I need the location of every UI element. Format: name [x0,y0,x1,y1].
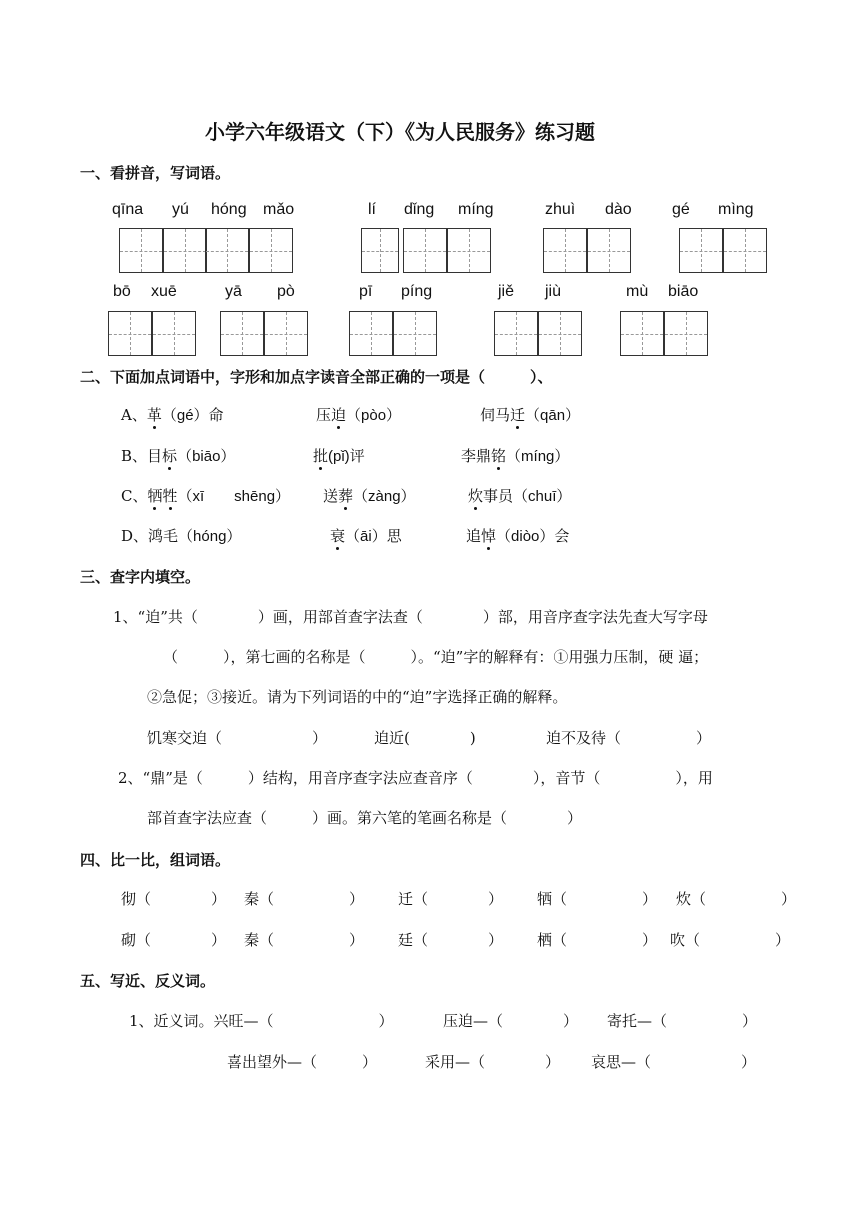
option-b-word-2 [313,445,365,466]
pinyin: mǎo [263,201,295,218]
word-text: 伺马 [480,406,511,424]
word-text: 事员 [483,487,514,505]
dotted-char: 革 [146,406,162,424]
option-a-word-2 [316,404,401,425]
pinyin: pò [277,283,295,300]
answer-blank[interactable]: 迫不及待（ ） [546,729,712,747]
section-4-heading: 四、比一比，组词语。 [80,851,231,869]
writing-box[interactable] [220,311,264,356]
page-title: 小学六年级语文（下）《为人民服务》练习题 [205,120,595,144]
question-text: （ ），第七画的名称是（ ）。“迫”字的解释有：①用强力压制，硬 逼； [163,648,709,666]
section-5-heading: 五、写近、反义词。 [80,972,216,990]
option-d-word-3 [466,525,569,546]
pinyin: （diòo） [496,528,555,545]
answer-blank[interactable]: 迫近( ) [374,729,476,747]
dotted-char: 批 [313,447,329,465]
word-text: 李鼎 [461,447,492,465]
writing-box[interactable] [393,311,437,356]
writing-box[interactable] [494,311,538,356]
compare-item[interactable]: 廷（ ） [398,931,504,949]
pinyin: míng [458,201,494,218]
pinyin: gé [672,201,690,218]
writing-box[interactable] [538,311,582,356]
answer-blank[interactable]: 饥寒交迫（ ） [147,729,328,747]
pinyin: yú [172,201,189,218]
writing-box[interactable] [249,228,293,273]
compare-item[interactable]: 牺（ ） [537,890,658,908]
answer-blank[interactable]: 喜出望外—（ ） [227,1053,378,1071]
writing-box[interactable] [664,311,708,356]
pinyin: （pòo） [346,407,402,424]
compare-item[interactable]: 栖（ ） [537,931,658,949]
option-label: A、 [121,406,147,424]
pinyin: xuē [151,283,177,300]
option-d-word-2 [330,525,402,546]
word-text: 追 [466,527,482,545]
writing-box[interactable] [264,311,308,356]
option-b[interactable] [121,445,235,466]
writing-box[interactable] [152,311,196,356]
compare-item[interactable]: 迁（ ） [398,890,504,908]
pinyin: píng [401,283,433,300]
dotted-char: 炊 [468,487,484,505]
word-text: 压 [316,406,332,424]
writing-box[interactable] [119,228,163,273]
writing-box[interactable] [205,228,249,273]
writing-box[interactable] [587,228,631,273]
pinyin: mìng [718,201,754,218]
answer-blank[interactable]: 寄托—（ ） [607,1012,758,1030]
pinyin: （gé） [161,407,209,424]
word-text: 目 [147,447,163,465]
pinyin: (pǐ) [328,448,350,465]
answer-blank[interactable]: 采用—（ ） [425,1053,561,1071]
pinyin: （biāo） [177,448,236,465]
writing-box[interactable] [620,311,664,356]
option-c-word-2 [323,485,416,506]
pinyin: pī [359,283,373,300]
compare-item[interactable]: 秦（ ） [244,890,365,908]
word-text: 鸿毛 [148,527,179,545]
pinyin: （chuī） [513,488,572,505]
section-2-heading: 二、下面加点词语中，字形和加点字读音全部正确的一项是（ ）、 [80,368,553,386]
writing-box[interactable] [543,228,587,273]
writing-box[interactable] [163,228,207,273]
compare-item[interactable]: 秦（ ） [244,931,365,949]
pinyin: （hóng） [178,528,242,545]
option-label: B、 [121,447,148,465]
pinyin: hóng [211,201,247,218]
section-1-heading: 一、看拼音，写词语。 [80,164,231,182]
answer-blank[interactable]: 压迫—（ ） [443,1012,579,1030]
pinyin: （míng） [506,448,570,465]
pinyin: （xī shēng） [177,488,291,505]
dotted-char: 悼 [481,527,497,545]
section-3-heading: 三、查字内填空。 [80,568,201,586]
word-text: 评 [349,447,365,465]
question-text: 1、“迫”共（ ）画，用部首查字法查（ ）部，用音序查字法先查大写字母 [113,608,708,626]
word-text: 送 [323,487,339,505]
word-text: 会 [554,527,570,545]
dotted-char: 铭 [491,447,507,465]
pinyin: （qān） [525,407,581,424]
pinyin: jiě [498,283,515,300]
writing-box[interactable] [679,228,723,273]
compare-item[interactable]: 吹（ ） [670,931,791,949]
option-c-word-3 [468,485,571,506]
option-a[interactable] [121,404,224,425]
pinyin: （āi） [345,528,387,545]
option-label: C、 [121,487,148,505]
writing-box[interactable] [403,228,447,273]
option-a-word-3 [480,404,580,425]
pinyin: zhuì [545,201,576,218]
dotted-char: 迁 [510,406,526,424]
writing-box[interactable] [349,311,393,356]
pinyin: bō [113,283,131,300]
dotted-char: 牲 [162,487,178,505]
pinyin: dào [605,201,632,218]
dotted-char: 标 [162,447,178,465]
pinyin: jiù [545,283,562,300]
dotted-char: 葬 [338,487,354,505]
pinyin: mù [626,283,649,300]
dotted-char: 牺 [147,487,163,505]
option-c[interactable] [121,485,290,506]
dotted-char: 衰 [330,527,346,545]
pinyin: （zàng） [353,488,416,505]
question-text: 部首查字法应查（ ）画。第六笔的笔画名称是（ ） [147,809,583,827]
compare-item[interactable]: 砌（ ） [121,931,227,949]
answer-blank[interactable]: 哀思—（ ） [591,1053,757,1071]
writing-box[interactable] [108,311,152,356]
word-text: 命 [208,406,224,424]
compare-item[interactable]: 炊（ ） [676,890,797,908]
word-text: 思 [386,527,402,545]
pinyin: lí [368,201,376,218]
answer-blank[interactable]: 1、近义词。兴旺—（ ） [129,1012,394,1030]
option-label: D、 [121,527,149,545]
pinyin: yā [225,283,242,300]
writing-box[interactable] [723,228,767,273]
pinyin: biāo [668,283,699,300]
option-b-word-3 [461,445,569,466]
pinyin: qīna [112,201,144,218]
dotted-char: 迫 [331,406,347,424]
compare-item[interactable]: 彻（ ） [121,890,227,908]
question-text: 2、“鼎”是（ ）结构，用音序查字法应查音序（ ），音节（ ），用 [118,769,713,787]
option-d[interactable] [121,525,241,546]
question-text: ②急促；③接近。请为下列词语的中的“迫”字选择正确的解释。 [147,688,568,706]
writing-box[interactable] [361,228,399,273]
pinyin: dǐng [404,201,435,218]
writing-box[interactable] [447,228,491,273]
